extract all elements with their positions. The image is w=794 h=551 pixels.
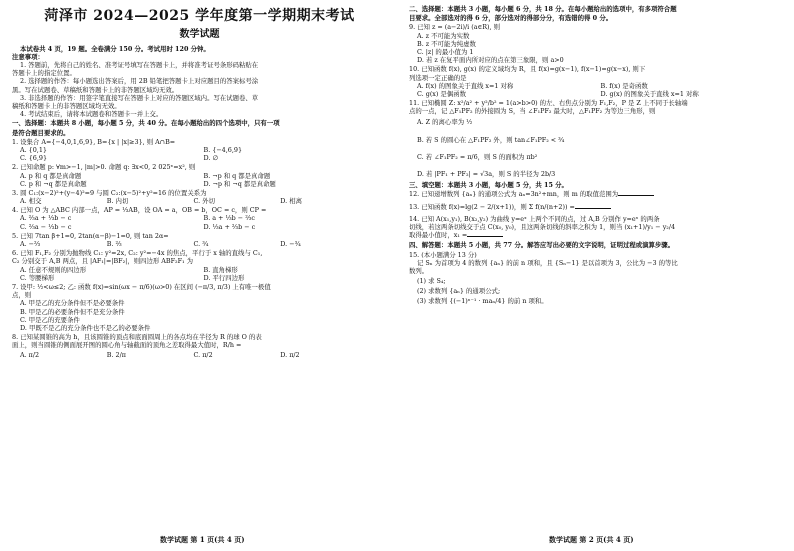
- option-d: D. ⅓a + ⅔b − c: [203, 222, 256, 231]
- note-line: 2. 选择题的作答：每小题选出答案后，用 2B 铅笔把答题卡上对应题目的答案标号涂: [20, 77, 259, 86]
- exam-subtitle: 数学试题: [179, 28, 220, 40]
- option-a: A. −⅔: [20, 240, 41, 249]
- option-d: D. g(x) 的图象关于直线 x=1 对称: [600, 89, 699, 98]
- question-stem-cont: 点的一点，记 △F₁PF₂ 的外接圆为 S，当 ∠F₁PF₂ 最大时，△F₁PF₂ 为等边三角形，则: [409, 107, 656, 116]
- section-heading: 四、解答题：本题共 5 小题，共 77 分。解答应写出必要的文字说明，证明过程或演算步骤。: [409, 241, 675, 250]
- question-stem: 1. 设集合 A={−4,0,1,6,9}, B={x | |x|≥3}, 则 A∩B=: [12, 137, 176, 146]
- option-b: B. a + ⅓b − ⅔c: [203, 214, 255, 223]
- sub-question: (3) 求数列 {(−1)ⁿ⁻¹ · maₙ/4} 的前 n 项和。: [417, 297, 548, 306]
- question-12: [409, 190, 784, 198]
- question-stem-cont: 面上，则当圆锥的侧面展开图的圆心角与轴截面的顶角之差取得最大值时，R/h =: [12, 341, 242, 350]
- option-c: C. ⅔a − ⅓b − c: [20, 222, 72, 231]
- question-stem-cont: 数列。: [409, 266, 429, 275]
- question-stem: 4. 已知 O 为 △ABC 内部一点，AP = ⅓AB，设 OA = a，OB = b，OC = c，则 CP =: [12, 206, 267, 215]
- note-line: 答题卡上的指定位置。: [12, 69, 76, 78]
- option-c: C. 甲是乙的充要条件: [20, 315, 80, 324]
- question-stem: 记 Sₙ 为首项为 4 的数列 {aₙ} 的前 n 项和，且 {Sₙ−1} 是以首项为 3，公比为 −3 的等比: [417, 258, 678, 267]
- option-d: D. 平行四边形: [203, 273, 245, 282]
- question-stem: 8. 已知某圆锥的高为 h，且该圆锥的顶点和底面圆周上的各点均在半径为 R 的球 O 的表: [12, 333, 262, 342]
- question-11: [409, 99, 784, 178]
- option-c: C. 外切: [193, 197, 216, 206]
- option-a: A. ⅔a + ⅓b − c: [20, 214, 72, 223]
- note-line: 4. 考试结束后，请将本试题卷和答题卡一并上交。: [20, 110, 163, 119]
- exam-page-2: [399, 0, 794, 551]
- note-line: 稿纸和答题卡上的非答题区域均无效。: [12, 102, 121, 111]
- section-heading: 三、填空题：本题共 3 小题，每小题 5 分，共 15 分。: [409, 181, 568, 190]
- option-a: A. p 和 q 都是真命题: [20, 171, 82, 180]
- option-c: C. p 和 ¬q 都是真命题: [20, 179, 87, 188]
- answer-blank: [618, 195, 654, 196]
- question-6: [12, 249, 387, 282]
- question-stem-cont: 取得最小值时，x₁ =: [409, 231, 784, 239]
- option-a: A. π/2: [20, 351, 40, 360]
- option-c: C. |z| 的最小值为 1: [417, 47, 474, 56]
- answer-blank: [575, 208, 611, 209]
- option-b: B. f(x) 是奇函数: [600, 81, 648, 90]
- option-c: C. π/2: [193, 351, 213, 360]
- answer-blank: [467, 236, 503, 237]
- option-c: C. 若 ∠F₁PF₂ = π/6，则 S 的面积为 πb²: [417, 152, 538, 161]
- option-d: D. −¾: [280, 240, 301, 249]
- option-b: B. 甲是乙的必要条件但不是充分条件: [20, 307, 125, 316]
- option-d: D. ∅: [203, 154, 219, 163]
- option-c: C. ¾: [193, 240, 209, 249]
- question-stem-cont: 点，则: [12, 291, 32, 300]
- exam-intro: 本试卷共 4 页，19 题。全卷满分 150 分。考试用时 120 分钟。: [20, 44, 210, 53]
- option-b: B. 直角梯形: [203, 265, 238, 274]
- question-4: [12, 206, 387, 231]
- option-b: B. 2/π: [106, 351, 126, 360]
- note-line: 3. 非选择题的作答：用签字笔直接写在答题卡上对应的答题区域内。写在试题卷、草: [20, 93, 259, 102]
- question-stem-cont: 列选项一定正确的是: [409, 73, 467, 82]
- section-heading-cont: 目要求。全部选对的得 6 分，部分选对的得部分分，有选错的得 0 分。: [409, 14, 613, 23]
- question-stem: 3. 圆 C₁:(x−2)²+(y−4)²=9 与圆 C₂:(x−5)²+y²=16 的位置关系为: [12, 188, 207, 197]
- question-stem-cont: 切线，若这两条切线交于点 C(x₀, y₀)，且这两条切线的斜率之积为 1，则当 (x₁+1)/y₁ − y₂/4: [409, 222, 676, 231]
- option-d: D. 若 |PF₁ + PF₂| = √3a，则 S 的半径为 2b/3: [417, 170, 556, 178]
- question-stem: 12. 已知递增数列 {aₙ} 的通项公式为 aₙ=3n²+mn，则 m 的取值范围为: [409, 190, 619, 199]
- notes-heading: 注意事项：: [12, 52, 44, 61]
- question-stem: 7. 设甲: ½<ω≤2; 乙: 函数 f(x)=sin(ωx − π/6)(ω>0) 在区间 (−π/3, π/3) 上有唯一极值: [12, 282, 271, 291]
- question-stem-cont: C₂ 分别交于 A,B 两点，且 |AF₁|=|BF₂|，则四边形 ABF₂F₁ 为: [12, 257, 194, 266]
- option-c: C. g(x) 是偶函数: [417, 89, 466, 98]
- option-a: A. 任意不规则的四边形: [20, 265, 87, 274]
- option-b: B. 内切: [106, 197, 129, 206]
- question-stem: 6. 已知 F₁,F₂ 分别为抛物线 C₁: y²=2x, C₂: y²=−4x 的焦点，平行于 x 轴的直线与 C₁,: [12, 249, 263, 258]
- option-b: B. {−4,6,9}: [203, 145, 243, 154]
- question-stem: 13. 已知函数 f(x)=lg(2 − 2/(x+1))，则 Σ f(n/(n+2)) =: [409, 202, 575, 211]
- option-d: D. 相离: [280, 197, 302, 206]
- section-heading: 二、选择题：本题共 3 小题，每小题 6 分，共 18 分。在每小题给出的选项中，有多项符合题: [409, 5, 677, 13]
- question-7: [12, 283, 387, 332]
- question-9: [409, 23, 784, 64]
- question-5: [12, 232, 387, 248]
- option-b: B. ¬p 和 q 都是真命题: [203, 171, 271, 180]
- question-stem: 9. 已知 z = (a−2i)/i (a∈R), 则: [409, 23, 501, 32]
- option-a: A. {0,1}: [20, 145, 47, 154]
- option-b: B. 若 S 的圆心在 △F₁PF₂ 外，则 tan∠F₁PF₂ < ¾: [417, 135, 565, 144]
- option-b: B. z 不可能为纯虚数: [417, 39, 476, 48]
- option-d: D. 甲既不是乙的充分条件也不是乙的必要条件: [20, 323, 151, 332]
- option-b: B. ⅔: [106, 240, 122, 249]
- question-13: [409, 203, 784, 211]
- question-stem: 10. 已知函数 f(x), g(x) 的定义域均为 R，且 f(x)=g(x−1), f(x−1)=g(x−x), 则下: [409, 65, 646, 74]
- exam-title: 菏泽市 2024—2025 学年度第一学期期末考试: [44, 8, 355, 24]
- question-stem: 2. 已知命题 p: ∀m>−1, |m|>0. 命题 q: ∃x<0, 2 025ˣ=x², 则: [12, 163, 196, 172]
- question-8: [12, 333, 387, 360]
- question-14: [409, 215, 784, 240]
- option-d: D. 若 z 在复平面内所对应的点在第三象限，则 a>0: [417, 56, 564, 65]
- page-footer: 数学试题 第 1 页(共 4 页): [160, 535, 245, 545]
- option-a: A. 甲是乙的充分条件但不是必要条件: [20, 299, 125, 308]
- page-footer: 数学试题 第 2 页(共 4 页): [549, 535, 634, 545]
- question-stem: 5. 已知 7tan β+1=0, 2tan(α−β)−1=0, 则 tan 2α=: [12, 231, 169, 240]
- question-3: [12, 189, 387, 205]
- question-15: [409, 251, 784, 306]
- option-c: C. 等腰梯形: [20, 273, 55, 282]
- option-a: A. 相交: [20, 197, 42, 206]
- section-heading: 一、选择题：本题共 8 小题，每小题 5 分，共 40 分。在每小题给出的四个选项中，只有一项: [12, 119, 280, 128]
- option-c: C. {6,9}: [20, 154, 48, 163]
- question-10: [409, 65, 784, 98]
- option-a: A. Z 的离心率为 ½: [417, 118, 473, 127]
- question-stem: 14. 已知 A(x₁,y₁), B(x₂,y₂) 为曲线 y=eˣ 上两个不同的点，过 A,B 分别作 y=eˣ 的两条: [409, 214, 660, 223]
- option-d: D. π/2: [280, 351, 300, 360]
- option-d: D. ¬p 和 ¬q 都是真命题: [203, 179, 276, 188]
- option-a: A. f(x) 的图象关于直线 x=1 对称: [417, 81, 514, 90]
- note-line: 1. 答题前，先将自己的姓名、准考证号填写在答题卡上，并将准考证号条形码粘贴在: [20, 61, 259, 70]
- note-line: 黑。写在试题卷、草稿纸和答题卡上的非答题区域均无效。: [12, 85, 179, 94]
- sub-question: (1) 求 S₄;: [417, 277, 446, 286]
- sub-question: (2) 求数列 {aₙ} 的通项公式;: [417, 287, 501, 296]
- question-stem: 11. 已知椭圆 Z: x²/a² + y²/b² = 1(a>b>0) 的左、右焦点分别为 F₁,F₂，P 是 Z 上不同于长轴端: [409, 99, 688, 108]
- notes-list: [12, 61, 387, 118]
- question-2: [12, 163, 387, 188]
- section-heading-cont: 是符合题目要求的。: [12, 128, 70, 137]
- option-a: A. z 不可能为实数: [417, 31, 470, 40]
- question-header: 15. (本小题满分 13 分): [409, 250, 477, 259]
- question-1: [12, 138, 387, 163]
